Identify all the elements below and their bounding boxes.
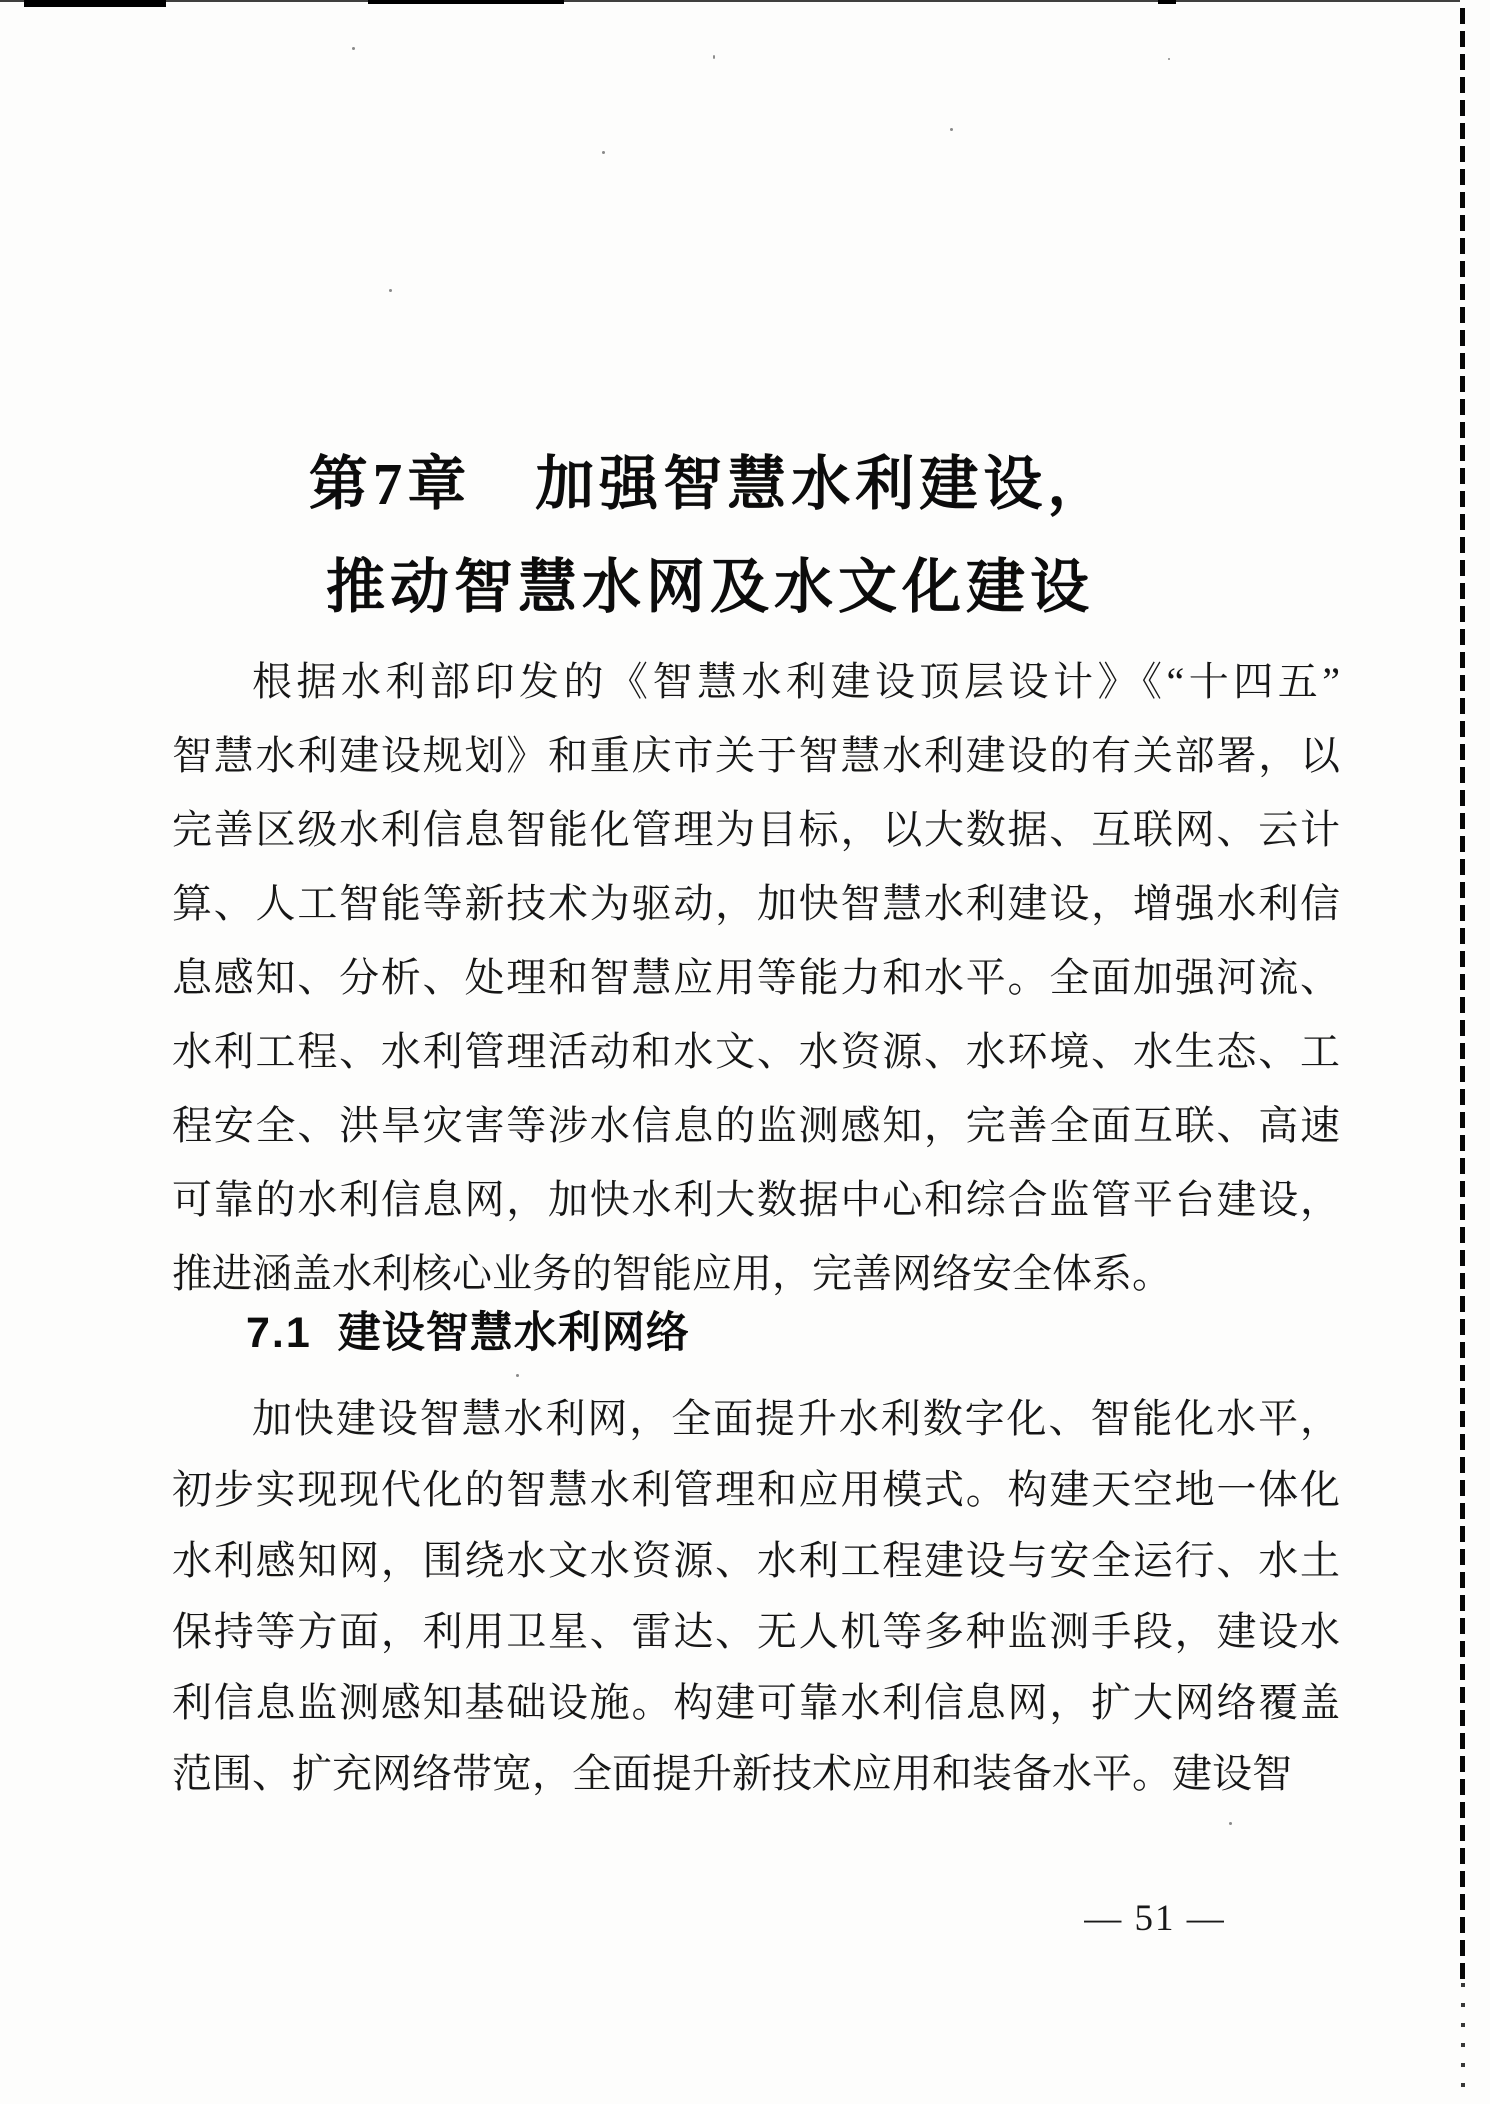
text-line: 智慧水利建设规划》和重庆市关于智慧水利建设的有关部署，以 [172,733,1340,778]
text-line: 利信息监测感知基础设施。构建可靠水利信息网，扩大网络覆盖 [172,1680,1340,1725]
text-line: 可靠的水利信息网，加快水利大数据中心和综合监管平台建设， [172,1177,1340,1222]
scan-artifact-top-dash [368,0,564,4]
paragraph-1 [172,645,1340,1311]
paragraph-2 [172,1383,1340,1809]
chapter-title [30,433,1390,639]
scan-speckle [1168,58,1170,60]
scan-speckle [602,151,605,154]
section-number: 7.1 [246,1309,312,1357]
scan-artifact-binding-line [1460,8,1465,1983]
text-line: 水利感知网，围绕水文水资源、水利工程建设与安全运行、水土 [172,1538,1340,1583]
text-line: 水利工程、水利管理活动和水文、水资源、水环境、水生态、工 [172,1029,1340,1074]
scan-speckle [389,289,392,292]
page-number: — 51 — [1084,1898,1226,1939]
text-line: 完善区级水利信息智能化管理为目标，以大数据、互联网、云计 [172,807,1340,852]
scan-artifact-top-hairline [0,0,1460,2]
text-line: 根据水利部印发的《智慧水利建设顶层设计》《“十四五” [252,659,1340,704]
scan-speckle [950,128,953,131]
text-line: 初步实现现代化的智慧水利管理和应用模式。构建天空地一体化 [172,1467,1340,1512]
text-line: 息感知、分析、处理和智慧应用等能力和水平。全面加强河流、 [172,955,1340,1000]
text-line: 算、人工智能等新技术为驱动，加快智慧水利建设，增强水利信 [172,881,1340,926]
section-heading-7-1 [172,1308,1340,1358]
section-title: 建设智慧水利网络 [337,1309,690,1357]
text-line: 保持等方面，利用卫星、雷达、无人机等多种监测手段，建设水 [172,1609,1340,1654]
chapter-title-line2: 推动智慧水网及水文化建设 [325,553,1094,620]
scan-speckle [516,1374,519,1377]
scan-artifact-top-dash [24,0,166,7]
chapter-title-line1: 第7章 加强智慧水利建设， [308,450,1112,517]
text-line: 推进涵盖水利核心业务的智能应用，完善网络安全体系。 [172,1251,1172,1296]
scan-speckle [352,47,355,50]
text-line: 加快建设智慧水利网，全面提升水利数字化、智能化水平， [252,1396,1340,1441]
scan-artifact-binding-line [1461,1983,1465,2101]
scan-artifact-top-dash [1158,0,1176,4]
text-line: 范围、扩充网络带宽，全面提升新技术应用和装备水平。建设智 [172,1751,1292,1796]
text-line: 程安全、洪旱灾害等涉水信息的监测感知，完善全面互联、高速 [172,1103,1340,1148]
scan-speckle [1229,1822,1232,1825]
scan-speckle [713,55,715,59]
